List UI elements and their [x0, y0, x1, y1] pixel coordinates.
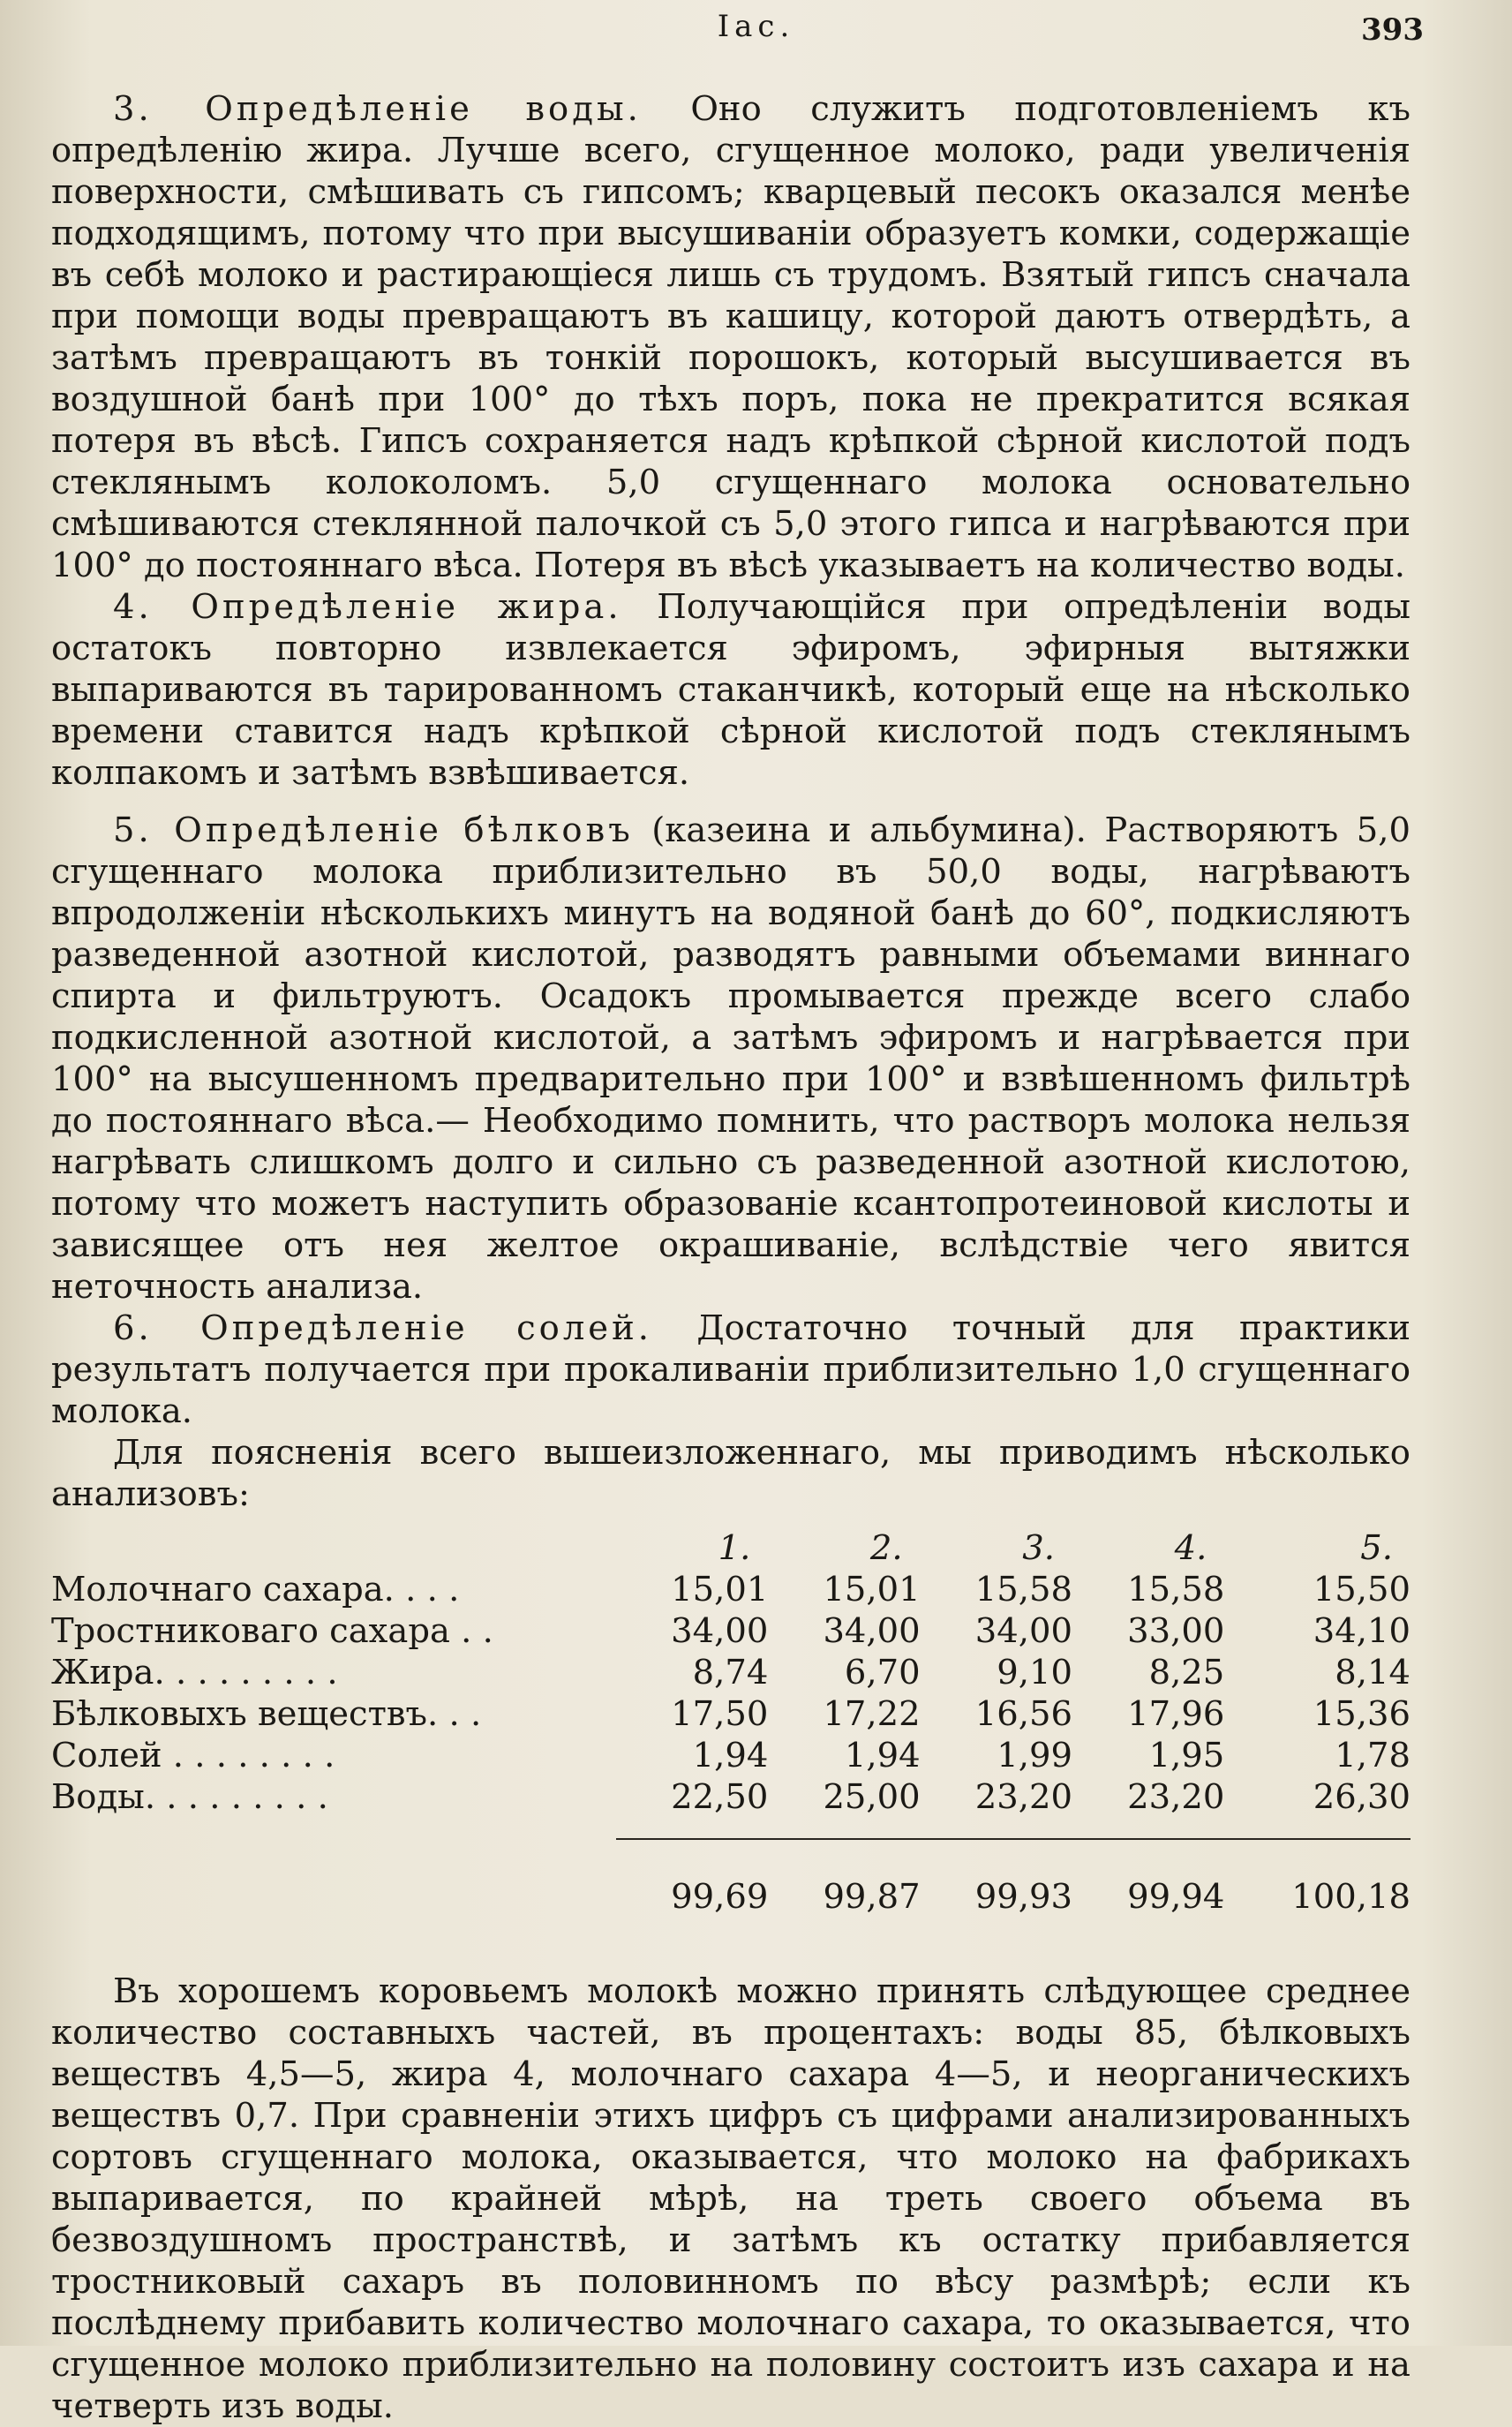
table-cell: 15,50 — [1313, 1570, 1410, 1609]
column-header: 2. — [869, 1528, 903, 1568]
table-cell: 8,14 — [1335, 1653, 1410, 1692]
section-heading: 4. Опредѣленіе жира. — [113, 587, 622, 627]
table-cell: 15,01 — [823, 1570, 921, 1609]
section-heading: 6. Опредѣленіе солей. — [113, 1308, 652, 1348]
page-header — [0, 9, 1512, 55]
row-label: Жира. . . . . . . . . — [51, 1653, 338, 1692]
section-salts — [51, 1308, 1410, 1432]
table-cell: 17,50 — [671, 1694, 769, 1734]
total-cell: 99,69 — [671, 1876, 769, 1917]
table-cell: 15,58 — [974, 1570, 1072, 1609]
table-row — [51, 1693, 1410, 1735]
table-cell: 26,30 — [1313, 1777, 1410, 1817]
table-cell: 1,95 — [1148, 1736, 1225, 1775]
section-heading: 5. Опредѣленіе бѣлковъ — [113, 810, 634, 850]
total-cell: 99,87 — [823, 1876, 921, 1917]
column-header: 3. — [1022, 1528, 1055, 1568]
table-cell: 17,22 — [823, 1694, 921, 1734]
row-label: Тростниковаго сахара . . — [51, 1611, 493, 1651]
row-label: Бѣлковыхъ веществъ. . . — [51, 1694, 482, 1734]
table-totals-row — [51, 1859, 1410, 1921]
table-cell: 22,50 — [671, 1777, 769, 1817]
table-cell: 25,00 — [823, 1777, 921, 1817]
table-cell: 15,58 — [1127, 1570, 1225, 1609]
table-cell: 15,36 — [1313, 1694, 1410, 1734]
analyses-intro: Для поясненія всего вышеизложеннаго, мы приводимъ нѣсколько анализовъ: — [51, 1433, 1410, 1514]
running-head: Iас. — [717, 9, 795, 44]
analysis-table — [51, 1527, 1410, 1921]
column-header: 4. — [1174, 1528, 1207, 1568]
table-cell: 8,25 — [1148, 1653, 1225, 1692]
sum-rule — [616, 1838, 1410, 1840]
table-cell: 23,20 — [974, 1777, 1072, 1817]
total-cell: 99,94 — [1127, 1876, 1225, 1917]
table-cell: 6,70 — [844, 1653, 921, 1692]
page-number: 393 — [1361, 12, 1424, 48]
section-text: (казеина и альбумина). Растворяютъ 5,0 сгущеннаго молока приблизительно въ 50,0 воды, нагрѣваютъ впродолженіи нѣсколькихъ минутъ на водяной банѣ до 60°, подкисляютъ разведенной азотной кислотой, разводятъ равными объемами виннаго спирта и фильтруютъ. Осадокъ промывается прежде всего слабо подкисленной азотной кислотой, а затѣмъ эфиромъ и нагрѣвается при 100° на высушенномъ предварительно при 100° и взвѣшенномъ фильтрѣ до постояннаго вѣса.— Необходимо помнить, что растворъ молока нельзя нагрѣвать слишкомъ долго и сильно съ разведенной азотной кислотою, потому что можетъ наступить образованіе ксантопротеиновой кислоты и зависящее отъ нея желтое окрашиваніе, вслѣдствіе чего явится неточность анализа. — [51, 810, 1410, 1307]
section-text: Достаточно точный для практики результатъ получается при прокаливаніи приблизительно 1,0 сгущеннаго молока. — [51, 1308, 1410, 1431]
table-cell: 34,00 — [823, 1611, 921, 1651]
section-proteins — [51, 810, 1410, 1308]
table-cell: 34,10 — [1313, 1611, 1410, 1651]
row-label: Солей . . . . . . . . — [51, 1736, 335, 1775]
table-cell: 1,78 — [1335, 1736, 1410, 1775]
conclusion-paragraph: Въ хорошемъ коровьемъ молокѣ можно принять слѣдующее среднее количество составныхъ частей, въ процентахъ: воды 85, бѣлковыхъ веществъ 4,5—5, жира 4, молочнаго сахара 4—5, и неорганическихъ веществъ 0,7. При сравненіи этихъ цифръ съ цифрами анализированныхъ сортовъ сгущеннаго молока, оказывается, что молоко на фабрикахъ выпаривается, по крайней мѣрѣ, на треть своего объема въ безвоздушномъ пространствѣ, и затѣмъ къ остатку прибавляется тростниковый сахаръ въ половинномъ по вѣсу размѣрѣ; если къ послѣднему прибавить количество молочнаго сахара, то оказывается, что сгущенное молоко приблизительно на половину состоитъ изъ сахара и на четверть изъ воды. — [51, 1971, 1410, 2426]
table-cell: 17,96 — [1127, 1694, 1225, 1734]
table-cell: 34,00 — [974, 1611, 1072, 1651]
table-cell: 15,01 — [671, 1570, 769, 1609]
table-cell: 1,99 — [997, 1736, 1072, 1775]
table-row — [51, 1610, 1410, 1652]
table-cell: 1,94 — [692, 1736, 769, 1775]
table-rule-row — [51, 1818, 1410, 1859]
total-cell: 100,18 — [1291, 1876, 1410, 1917]
table-row — [51, 1776, 1410, 1818]
section-text: Оно служитъ подготовленіемъ къ опредѣленію жира. Лучше всего, сгущенное молоко, ради увеличенія поверхности, смѣшивать съ гипсомъ; кварцевый песокъ оказался менѣе подходящимъ, потому что при высушиваніи образуетъ комки, содержащіе въ себѣ молоко и растирающіеся лишь съ трудомъ. Взятый гипсъ сначала при помощи воды превращаютъ въ кашицу, которой даютъ отвердѣть, а затѣмъ превращаютъ въ тонкій порошокъ, который высушивается въ воздушной банѣ при 100° до тѣхъ поръ, пока не прекратится всякая потеря въ вѣсѣ. Гипсъ сохраняется надъ крѣпкой сѣрной кислотой подъ стеклянымъ колоколомъ. 5,0 сгущеннаго молока основательно смѣшиваются стеклянной палочкой съ 5,0 этого гипса и нагрѣваются при 100° до постояннаго вѣса. Потеря въ вѣсѣ указываетъ на количество воды. — [51, 89, 1410, 585]
column-header: 1. — [718, 1528, 751, 1568]
table-cell: 16,56 — [974, 1694, 1072, 1734]
column-header: 5. — [1360, 1528, 1393, 1568]
table-row — [51, 1735, 1410, 1776]
table-cell: 23,20 — [1127, 1777, 1225, 1817]
section-fat — [51, 586, 1410, 794]
table-row — [51, 1652, 1410, 1693]
table-cell: 8,74 — [692, 1653, 769, 1692]
total-cell: 99,93 — [974, 1876, 1072, 1917]
table-row — [51, 1569, 1410, 1610]
section-text: Получающійся при опредѣленіи воды остатокъ повторно извлекается эфиромъ, эфирныя вытяжки выпариваются въ тарированномъ стаканчикѣ, который еще на нѣсколько времени ставится надъ крѣпкой сѣрной кислотой подъ стеклянымъ колпакомъ и затѣмъ взвѣшивается. — [51, 587, 1411, 793]
table-cell: 33,00 — [1127, 1611, 1225, 1651]
table-header-row — [51, 1527, 1410, 1569]
table-cell: 34,00 — [671, 1611, 769, 1651]
page-body — [51, 88, 1410, 2427]
row-label: Молочнаго сахара. . . . — [51, 1570, 460, 1609]
row-label: Воды. . . . . . . . . — [51, 1777, 328, 1817]
table-cell: 1,94 — [844, 1736, 921, 1775]
section-heading: 3. Опредѣленіе воды. — [113, 89, 642, 129]
section-water — [51, 88, 1410, 586]
table-cell: 9,10 — [997, 1653, 1072, 1692]
